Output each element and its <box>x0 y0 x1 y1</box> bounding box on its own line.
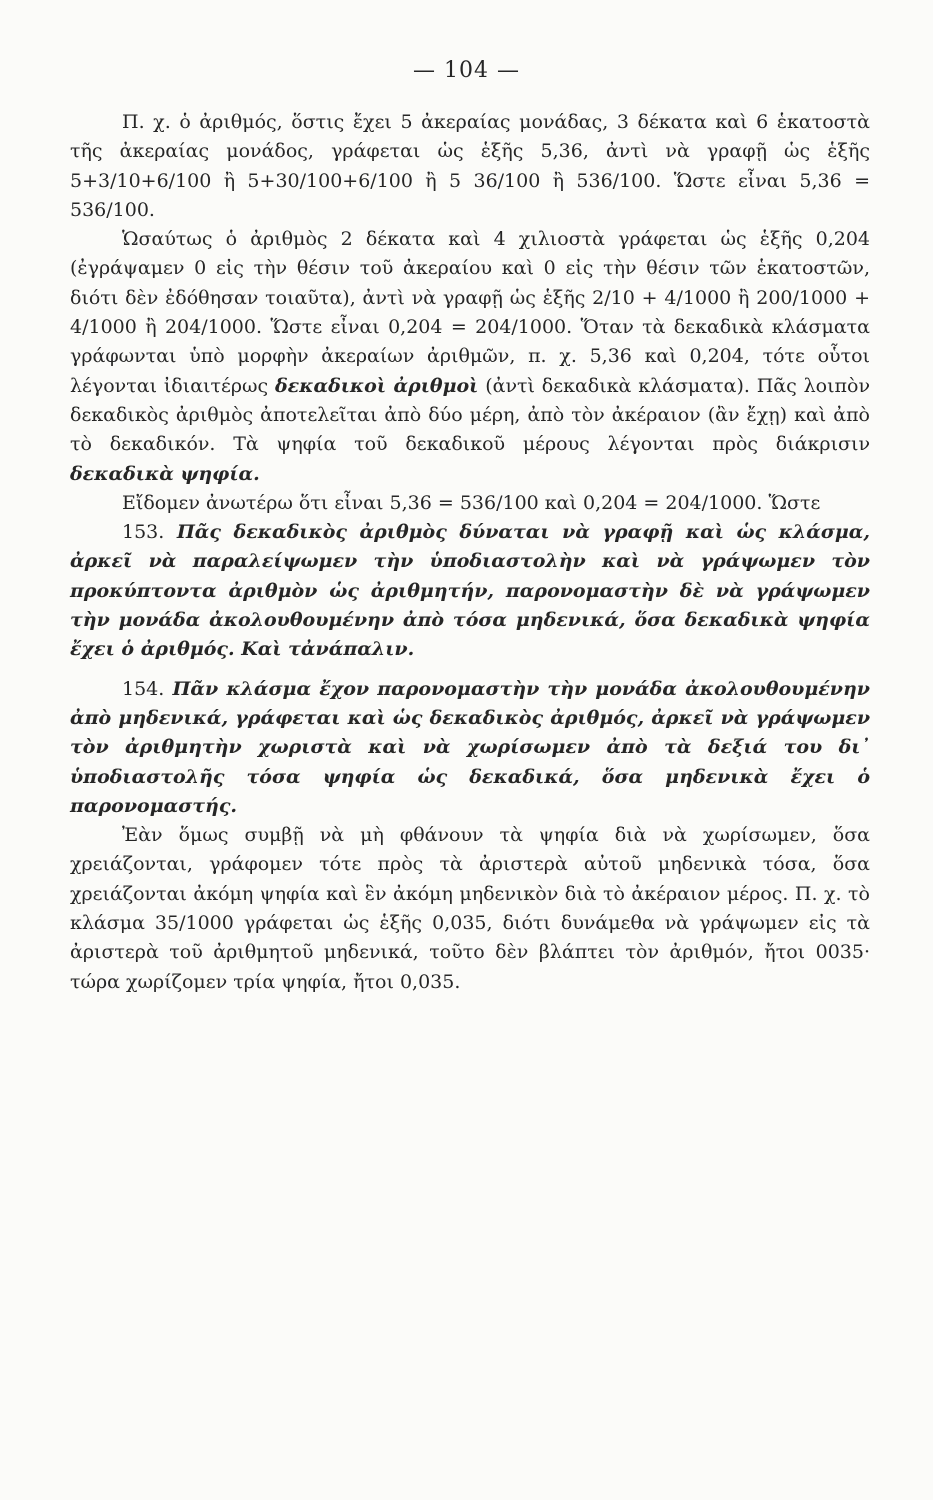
paragraph-text-continued: (ἀντὶ δεκαδικὰ κλάσματα). Πᾶς λοιπὸν δεκαδικὸς ἀριθμὸς ἀποτελεῖται ἀπὸ δύο μέρη, ἀπὸ τὸν ἀκέραιον (ἂν ἔχῃ) καὶ ἀπὸ τὸ δεκαδικόν. Τὰ ψηφία τοῦ δεκαδικοῦ μέρους λέγονται πρὸς διάκρισιν <box>70 374 871 456</box>
paragraph-example-0-204 <box>70 225 870 489</box>
rule-text-153: Πᾶς δεκαδικὸς ἀριθμὸς δύναται νὰ γραφῇ καὶ ὡς κλάσμα, ἀρκεῖ νὰ παραλείψωμεν τὴν ὑποδιαστολὴν καὶ νὰ γράψωμεν τὸν προκύπτοντα ἀριθμὸν ὡς ἀριθμητήν, παρονομαστὴν δὲ νὰ γράψωμεν τὴν μονάδα ἀκολουθουμένην ἀπὸ τόσα μηδενικά, ὅσα δεκαδικὰ ψηφία ἔχει ὁ ἀριθμός. Καὶ τἀνάπαλιν. <box>70 521 870 661</box>
paragraph-text: Ὡσαύτως ὁ ἀριθμὸς 2 δέκατα καὶ 4 χιλιοστὰ γράφεται ὡς ἑξῆς 0,204 (ἐγράψαμεν 0 εἰς τὴν θέσιν τοῦ ἀκεραίου καὶ 0 εἰς τὴν θέσιν τῶν ἑκατοστῶν, διότι δὲν ἐδόθησαν τοιαῦτα), ἀντὶ νὰ γραφῇ ὡς ἑξῆς 2/10 + 4/1000 ἢ 200/1000 + 4/1000 ἢ 204/1000. Ὥστε εἶναι 0,204 = 204/1000. Ὅταν τὰ δεκαδικὰ κλάσματα γράφωνται ὑπὸ μορφὴν ἀκεραίων ἀριθμῶν, π. χ. 5,36 καὶ 0,204, τότε οὗτοι λέγονται ἰδιαιτέρως <box>70 228 870 397</box>
paragraph-lead-in: Εἴδομεν ἀνωτέρω ὅτι εἶναι 5,36 = 536/100 καὶ 0,204 = 204/1000. Ὥστε <box>122 491 821 514</box>
rule-153 <box>70 518 870 664</box>
rule-number-154: 154. <box>122 677 165 700</box>
paragraph-example-5-36: Π. χ. ὁ ἀριθμός, ὅστις ἔχει 5 ἀκεραίας μονάδας, 3 δέκατα καὶ 6 ἑκατοστὰ τῆς ἀκεραίας μονάδος, γράφεται ὡς ἑξῆς 5,36, ἀντὶ νὰ γραφῇ ὡς ἑξῆς 5+3/10+6/100 ἢ 5+30/100+6/100 ἢ 5 36/100 ἢ 536/100. Ὥστε εἶναι 5,36 = 536/100. <box>70 111 870 221</box>
page-body <box>70 108 870 997</box>
term-decimal-digits: δεκαδικὰ ψηφία. <box>70 462 260 485</box>
rule-154 <box>70 675 870 821</box>
term-decimal-numbers: δεκαδικοὶ ἀριθμοὶ <box>274 374 479 397</box>
rule-number-153: 153. <box>122 521 165 544</box>
rule-text-154: Πᾶν κλάσμα ἔχον παρονομαστὴν τὴν μονάδα ἀκολουθουμένην ἀπὸ μηδενικά, γράφεται καὶ ὡς δεκαδικὸς ἀριθμός, ἀρκεῖ νὰ γράψωμεν τὸν ἀριθμητὴν χωριστὰ καὶ νὰ χωρίσωμεν ἀπὸ τὰ δεξιά του δι᾽ ὑποδιαστολῆς τόσα ψηφία ὡς δεκαδικά, ὅσα μηδενικὰ ἔχει ὁ παρονομαστής. <box>70 677 870 817</box>
paragraph-zero-padding: Ἐὰν ὅμως συμβῇ νὰ μὴ φθάνουν τὰ ψηφία διὰ νὰ χωρίσωμεν, ὅσα χρειάζονται, γράφομεν τότε πρὸς τὰ ἀριστερὰ αὐτοῦ μηδενικὰ τόσα, ὅσα χρειάζονται ἀκόμη ψηφία καὶ ἓν ἀκόμη μηδενικὸν διὰ τὸ ἀκέραιον μέρος. Π. χ. τὸ κλάσμα 35/1000 γράφεται ὡς ἑξῆς 0,035, διότι δυνάμεθα νὰ γράψωμεν εἰς τὰ ἀριστερὰ τοῦ ἀριθμητοῦ μηδενικά, τοῦτο δὲν βλάπτει τὸν ἀριθμόν, ἤτοι 0035· τώρα χωρίζομεν τρία ψηφία, ἤτοι 0,035. <box>70 824 870 993</box>
page-number: — 104 — <box>413 58 520 83</box>
